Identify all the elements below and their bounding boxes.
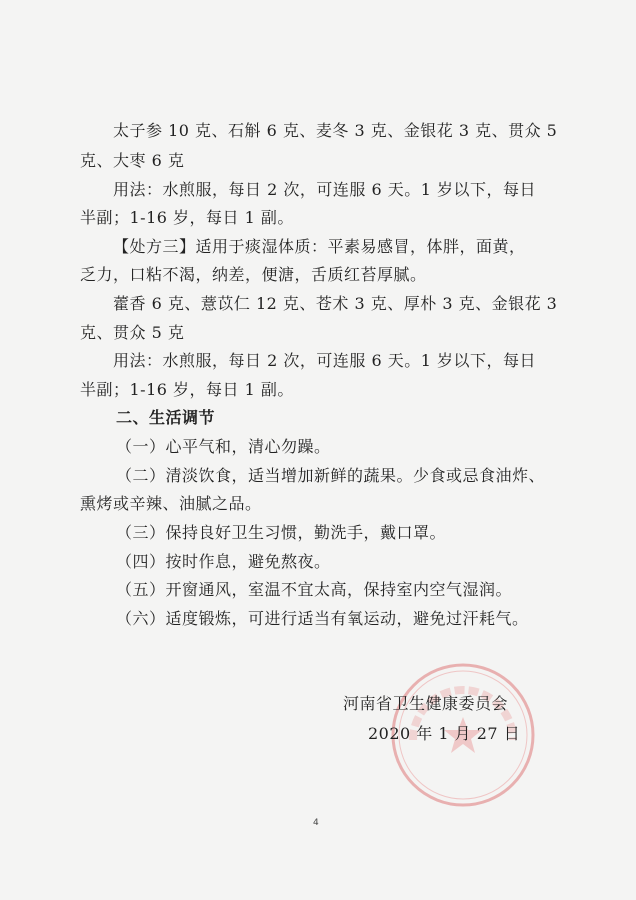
list-item: （六）适度锻炼，可进行适当有氧运动，避免过汗耗气。 bbox=[116, 609, 529, 628]
paragraph-line: 用法：水煎服，每日 2 次，可连服 6 天。1 岁以下，每日 bbox=[113, 180, 536, 199]
paragraph-line: 乏力，口粘不渴，纳差，便溏，舌质红苔厚腻。 bbox=[80, 265, 427, 284]
list-item-continuation: 熏烤或辛辣、油腻之品。 bbox=[80, 494, 262, 513]
section-heading: 二、生活调节 bbox=[116, 408, 216, 427]
paragraph-line: 半副；1-16 岁，每日 1 副。 bbox=[80, 208, 294, 227]
page-number: 4 bbox=[313, 818, 319, 828]
paragraph-line: 半副；1-16 岁，每日 1 副。 bbox=[80, 380, 294, 399]
list-item: （五）开窗通风，室温不宜太高，保持室内空气湿润。 bbox=[116, 580, 513, 599]
paragraph-line: 克、贯众 5 克 bbox=[80, 323, 185, 342]
list-item: （四）按时作息，避免熬夜。 bbox=[116, 552, 331, 571]
list-item: （三）保持良好卫生习惯，勤洗手，戴口罩。 bbox=[116, 523, 447, 542]
list-item: （二）清淡饮食，适当增加新鲜的蔬果。少食或忌食油炸、 bbox=[116, 466, 546, 485]
paragraph-line: 用法：水煎服，每日 2 次，可连服 6 天。1 岁以下，每日 bbox=[113, 351, 536, 370]
signature-organization: 河南省卫生健康委员会 bbox=[343, 694, 509, 713]
paragraph-line: 【处方三】适用于痰湿体质：平素易感冒，体胖，面黄， bbox=[113, 237, 526, 256]
signature-date: 2020 年 1 月 27 日 bbox=[368, 724, 521, 743]
paragraph-line: 克、大枣 6 克 bbox=[80, 151, 185, 170]
list-item: （一）心平气和，清心勿躁。 bbox=[116, 437, 331, 456]
paragraph-line: 藿香 6 克、薏苡仁 12 克、苍术 3 克、厚朴 3 克、金银花 3 bbox=[113, 294, 558, 313]
paragraph-line: 太子参 10 克、石斛 6 克、麦冬 3 克、金银花 3 克、贯众 5 bbox=[113, 121, 558, 140]
